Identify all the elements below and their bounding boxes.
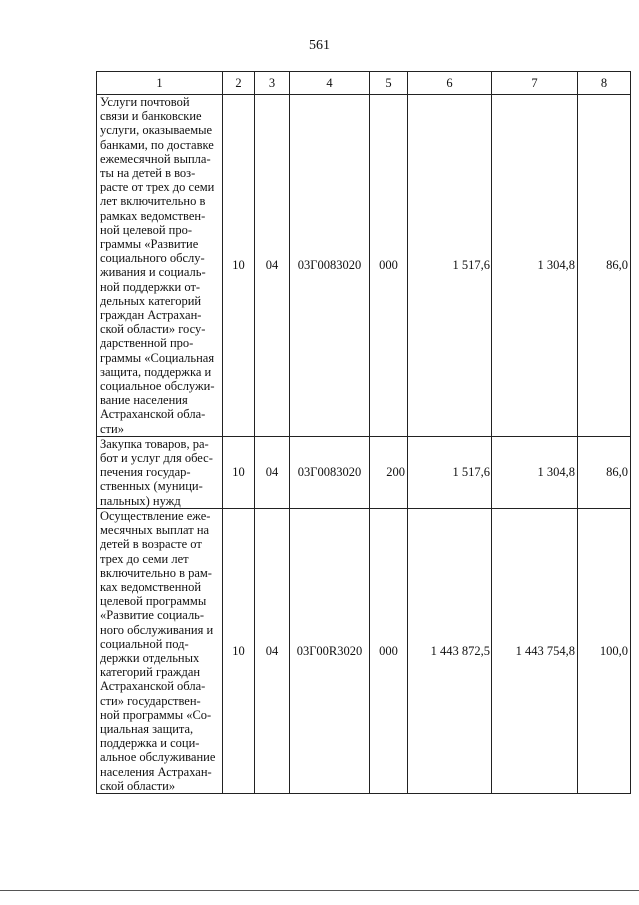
description-line: циальная защита, <box>100 721 194 736</box>
description-line: Осуществление еже- <box>100 508 211 523</box>
description-line: трех до семи лет <box>100 551 189 566</box>
section-code: 10 <box>223 508 255 793</box>
description-line: ной поддержки от- <box>100 279 201 294</box>
description-line: защита, поддержка и <box>100 364 212 379</box>
subsection-code: 04 <box>255 508 290 793</box>
table-row <box>97 95 631 437</box>
description-line: социального обслу- <box>100 251 205 266</box>
description-line: Услуги почтовой <box>100 95 190 109</box>
bottom-rule <box>0 890 639 891</box>
description-line: банками, по доставке <box>100 137 214 152</box>
target-article-code: 03Г00R3020 <box>290 508 370 793</box>
table-body <box>97 72 631 794</box>
target-article-code: 03Г0083020 <box>290 95 370 437</box>
description-line: бот и услуг для обес- <box>100 451 213 466</box>
description-line: ного обслуживания и <box>100 622 214 637</box>
expense-type-code: 000 <box>370 508 408 793</box>
planned-amount: 1 443 872,5 <box>408 508 492 793</box>
execution-percent: 100,0 <box>578 508 631 793</box>
description-line: Закупка товаров, ра- <box>100 436 209 451</box>
description-line: граммы «Социальная <box>100 350 215 365</box>
description-line: граждан Астрахан- <box>100 308 202 323</box>
description-line: месячных выплат на <box>100 523 210 538</box>
description-line: рамках ведомствен- <box>100 208 206 223</box>
header-cell-2: 2 <box>223 72 255 95</box>
description-line: категорий граждан <box>100 665 201 680</box>
description-line: держки отдельных <box>100 650 200 665</box>
execution-percent: 86,0 <box>578 95 631 437</box>
description-line: граммы «Развитие <box>100 237 199 252</box>
description-line: ежемесячной выпла- <box>100 151 211 166</box>
description-line: альное обслуживание <box>100 750 216 765</box>
description-line: ственных (муници- <box>100 479 203 494</box>
row-description <box>97 95 223 437</box>
target-article-code: 03Г0083020 <box>290 436 370 508</box>
description-line: поддержка и соци- <box>100 736 200 751</box>
execution-percent: 86,0 <box>578 436 631 508</box>
description-line: сти» <box>100 421 124 436</box>
description-line: ной целевой про- <box>100 222 193 237</box>
subsection-code: 04 <box>255 95 290 437</box>
header-cell-3: 3 <box>255 72 290 95</box>
header-cell-4: 4 <box>290 72 370 95</box>
expense-type-code: 000 <box>370 95 408 437</box>
description-line: вание населения <box>100 393 188 408</box>
description-line: услуги, оказываемые <box>100 123 213 138</box>
row-description <box>97 436 223 508</box>
expense-type-code: 200 <box>370 436 408 508</box>
executed-amount: 1 443 754,8 <box>492 508 578 793</box>
description-line: пальных) нужд <box>100 493 181 508</box>
page-number: 561 <box>309 38 330 53</box>
subsection-code: 04 <box>255 436 290 508</box>
description-line: расте от трех до семи <box>100 180 215 195</box>
table-row <box>97 508 631 793</box>
description-line: ской области» госу- <box>100 322 206 337</box>
executed-amount: 1 304,8 <box>492 95 578 437</box>
description-line: целевой программы <box>100 594 207 609</box>
executed-amount: 1 304,8 <box>492 436 578 508</box>
description-line: населения Астрахан- <box>100 764 212 779</box>
description-line: социальное обслужи- <box>100 379 215 394</box>
description-line: социальной под- <box>100 636 189 651</box>
description-line: ты на детей в воз- <box>100 166 196 181</box>
description-line: ской области» <box>100 778 176 793</box>
description-line: Астраханской обла- <box>100 679 206 694</box>
section-code: 10 <box>223 95 255 437</box>
description-line: «Развитие социаль- <box>100 608 205 623</box>
description-line: дарственной про- <box>100 336 194 351</box>
row-description <box>97 508 223 793</box>
header-cell-8: 8 <box>578 72 631 95</box>
planned-amount: 1 517,6 <box>408 95 492 437</box>
header-cell-7: 7 <box>492 72 578 95</box>
description-line: ной программы «Со- <box>100 707 212 722</box>
budget-table <box>96 71 631 794</box>
table-row <box>97 436 631 508</box>
description-line: Астраханской обла- <box>100 407 206 422</box>
header-cell-5: 5 <box>370 72 408 95</box>
description-line: включительно в рам- <box>100 565 212 580</box>
header-cell-6: 6 <box>408 72 492 95</box>
planned-amount: 1 517,6 <box>408 436 492 508</box>
description-line: живания и социаль- <box>100 265 206 280</box>
description-line: детей в возрасте от <box>100 537 202 552</box>
description-line: ках ведомственной <box>100 579 202 594</box>
description-line: связи и банковские <box>100 109 202 124</box>
header-cell-1: 1 <box>97 72 223 95</box>
header-row <box>97 72 631 95</box>
section-code: 10 <box>223 436 255 508</box>
description-line: лет включительно в <box>100 194 206 209</box>
description-line: дельных категорий <box>100 293 202 308</box>
description-line: печения государ- <box>100 465 191 480</box>
description-line: сти» государствен- <box>100 693 201 708</box>
